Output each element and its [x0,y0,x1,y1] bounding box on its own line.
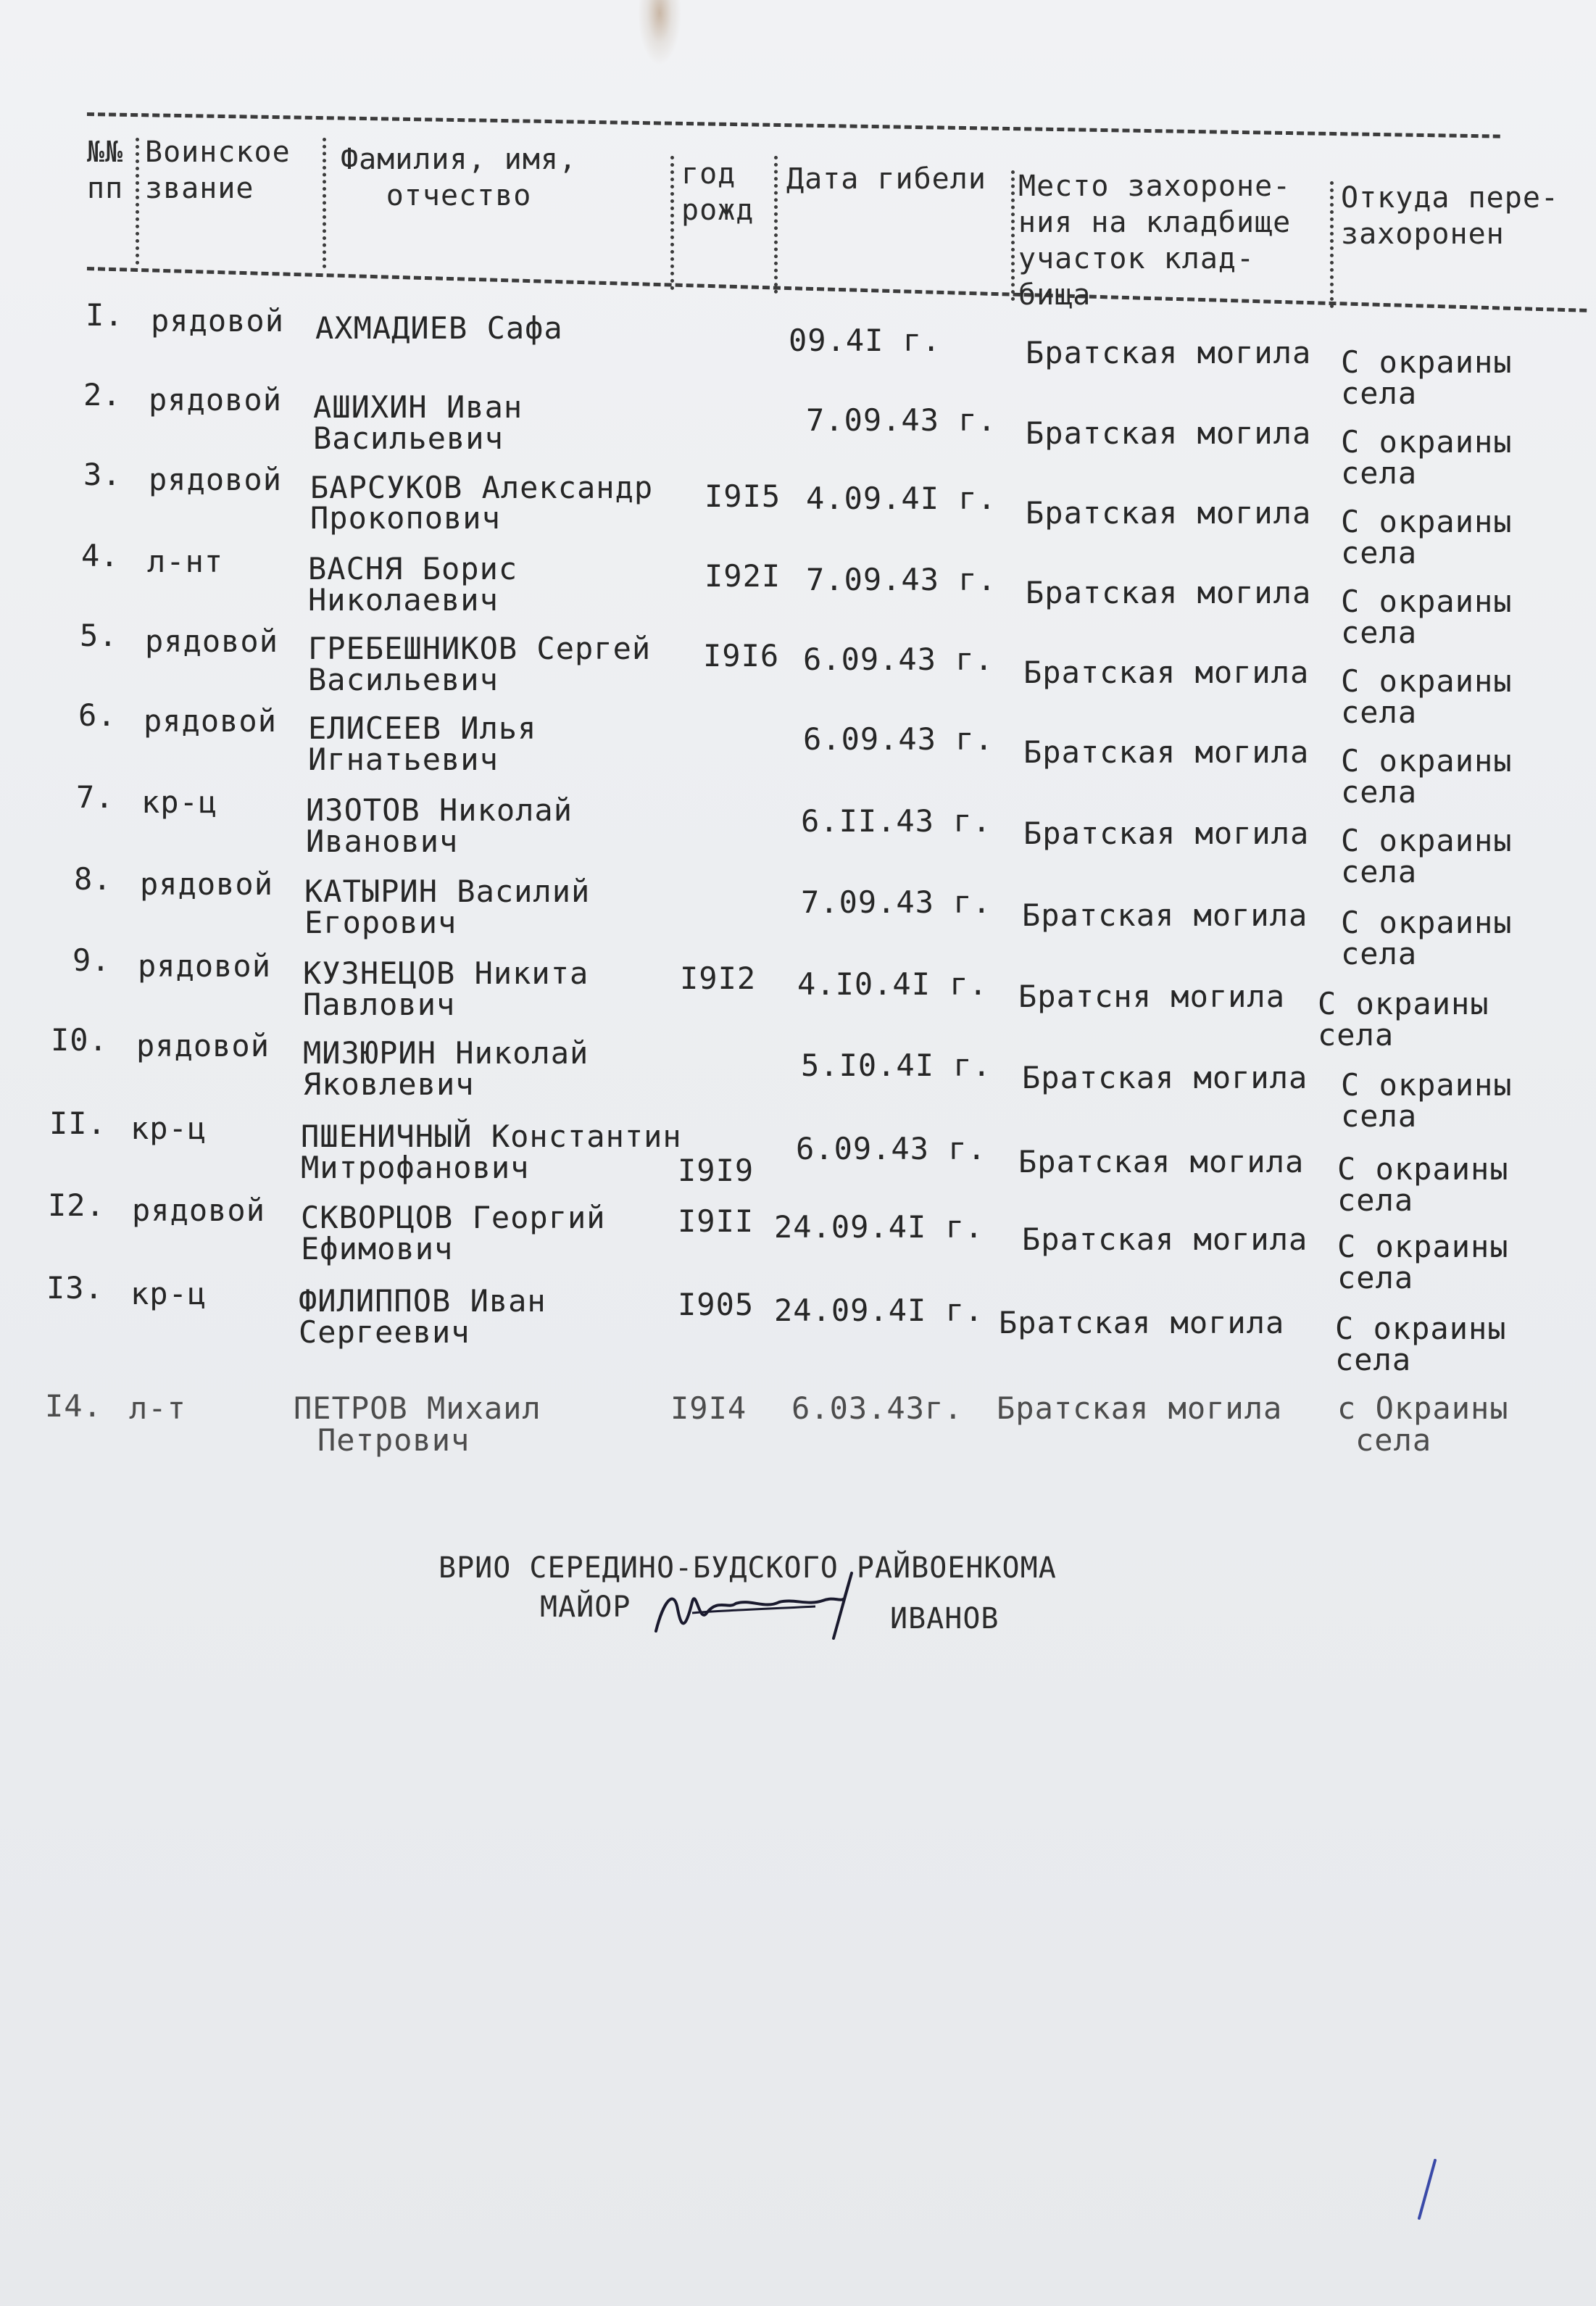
row-date: 7.09.43 г. [801,884,992,920]
row-patronymic: Егорович [304,905,457,940]
row-rank: рядовой [151,303,285,339]
row-patronymic: Игнатьевич [308,742,499,777]
header-divider [774,156,778,294]
row-date: 6.II.43 г. [801,803,992,839]
header-full-name: Фамилия, имя, отчество [341,143,578,212]
row-patronymic: Иванович [306,824,459,859]
row-date: 7.09.43 г. [806,562,997,597]
row-place: Братская могила [1018,1144,1305,1179]
row-number: II. [49,1106,107,1141]
paper-fold-stain [638,0,681,65]
row-from-line2: села [1341,615,1418,650]
header-divider [136,138,139,265]
header-divider [1330,181,1334,308]
row-name: СКВОРЦОВ Георгий [301,1200,606,1235]
row-place: Братская могила [1026,575,1312,610]
row-name: БАРСУКОВ Александр [310,470,654,505]
row-year: I92I [705,558,781,594]
header-top-rule [87,112,1500,138]
row-patronymic: Яковлевич [303,1066,475,1102]
row-from-line2: села [1341,535,1418,571]
row-place: Братская могила [1026,495,1312,531]
row-place: Братская могила [997,1390,1283,1426]
row-name: ПШЕНИЧНЫЙ Константин [301,1119,682,1154]
row-date: 6.09.43 г. [796,1131,986,1166]
row-patronymic: Павлович [303,987,456,1022]
row-from: С окраины [1337,1151,1509,1187]
row-date: 4.I0.4I г. [797,966,988,1002]
row-place: Братская могила [1022,1060,1308,1095]
row-year: I9I5 [705,478,781,514]
row-place: Братская могила [1023,734,1310,770]
row-rank: рядовой [145,623,279,659]
row-rank: рядовой [149,462,283,497]
row-name: ИЗОТОВ Николай [306,792,573,828]
row-from: С окраины [1341,663,1513,699]
row-rank: рядовой [149,382,283,418]
row-rank: л-т [129,1390,186,1426]
row-from-line2: села [1341,854,1418,889]
row-year: I9I9 [678,1153,755,1188]
signatory-title: ВРИО СЕРЕДИНО-БУДСКОГО РАЙВОЕНКОМА [439,1551,1057,1585]
row-place: Братсня могила [1018,979,1286,1014]
header-divider [670,156,674,290]
row-number: 8. [74,861,112,897]
row-from: С окраины [1341,1067,1513,1103]
row-rank: кр-ц [141,784,218,820]
signatory-rank: МАЙОР [540,1590,631,1624]
row-from: С окраины [1341,905,1513,940]
row-from-line2: села [1341,1098,1418,1134]
row-name: ЕЛИСЕЕВ Илья [308,710,537,746]
row-name: АХМАДИЕВ Сафа [315,310,563,346]
row-year: I9II [678,1203,755,1239]
row-rank: рядовой [132,1193,266,1228]
stray-pen-mark [1413,2153,1442,2226]
row-date: 7.09.43 г. [806,402,997,438]
header-bottom-rule [87,267,1587,312]
row-number: 3. [83,457,122,492]
row-from-line2: села [1337,1260,1414,1295]
row-place: Братская могила [1023,816,1310,851]
row-place: Братская могила [1026,415,1312,451]
row-place: Братская могила [999,1305,1285,1340]
row-from-line2: села [1341,455,1418,491]
row-from-line2: села [1355,1422,1432,1458]
row-name: ПЕТРОВ Михаил [294,1390,541,1426]
header-burial-place: Место захороне- ния на кладбище участок клад- бища [1018,170,1292,312]
row-rank: рядовой [144,703,278,739]
row-patronymic: Прокопович [310,500,501,536]
row-year: I9I6 [703,638,780,673]
row-from: С окраины [1337,1229,1509,1264]
row-year: I905 [678,1287,755,1322]
signatory-name: ИВАНОВ [890,1602,999,1635]
row-number: I4. [45,1388,102,1424]
row-patronymic: Николаевич [308,582,499,618]
row-date: 6.03.43г. [791,1390,963,1426]
row-number: 2. [83,377,122,412]
row-name: МИЗЮРИН Николай [303,1035,589,1071]
row-from-line2: села [1337,1182,1414,1218]
row-year: I9I2 [680,961,757,996]
handwritten-signature [649,1559,888,1653]
row-number: 5. [80,618,118,653]
row-from-line2: села [1335,1342,1412,1377]
row-number: I2. [48,1187,105,1223]
row-patronymic: Васильевич [313,420,504,456]
row-number: 9. [72,942,111,978]
row-number: 7. [76,779,115,815]
row-date: 6.09.43 г. [803,721,994,757]
row-rank: рядовой [140,866,274,902]
row-place: Братская могила [1022,1222,1308,1257]
row-rank: рядовой [136,1028,270,1063]
header-death-date: Дата гибели [786,162,986,196]
row-name: ФИЛИППОВ Иван [299,1283,546,1319]
row-from-line2: села [1341,936,1418,971]
row-number: I. [86,297,124,333]
row-name: КУЗНЕЦОВ Никита [303,955,589,991]
header-birth-year: год рожд [681,157,755,227]
row-number: I0. [51,1022,108,1058]
row-patronymic: Васильевич [308,662,499,697]
row-patronymic: Ефимович [301,1231,454,1266]
row-number: I3. [46,1270,104,1306]
row-from-line2: села [1318,1017,1395,1053]
row-place: Братская могила [1022,897,1308,933]
row-from-line2: села [1341,694,1418,730]
row-rank: кр-ц [130,1276,207,1311]
row-date: 4.09.4I г. [806,481,997,516]
header-number: №№ пп [87,136,124,205]
row-name: ВАСНЯ Борис [308,551,518,586]
row-year: I9I4 [670,1390,747,1426]
row-patronymic: Сергеевич [299,1314,470,1350]
row-rank: рядовой [138,948,272,984]
row-name: АШИХИН Иван [313,389,523,425]
row-from-line2: села [1341,774,1418,810]
row-from-line2: села [1341,376,1418,411]
row-date: 24.09.4I г. [774,1293,984,1328]
row-date: 09.4I г. [789,323,942,358]
row-patronymic: Петрович [317,1422,470,1458]
row-from: С окраины [1341,743,1513,779]
row-from: С окраины [1341,344,1513,380]
row-date: 6.09.43 г. [803,642,994,677]
row-name: КАТЫРИН Василий [304,874,591,909]
header-rank: Воинское звание [145,136,291,205]
row-rank: кр-ц [130,1111,207,1146]
row-date: 5.I0.4I г. [801,1048,992,1083]
row-date: 24.09.4I г. [774,1209,984,1245]
row-place: Братская могила [1026,335,1312,370]
row-number: 4. [81,538,120,573]
row-from: С окраины [1335,1311,1507,1346]
header-divider [323,138,326,268]
header-reburied-from: Откуда пере- захоронен [1341,181,1559,251]
row-from: С окраины [1341,584,1513,619]
row-from: с Окраины [1337,1390,1509,1426]
row-from: С окраины [1341,424,1513,460]
row-place: Братская могила [1023,655,1310,690]
row-name: ГРЕБЕШНИКОВ Сергей [308,631,652,666]
row-patronymic: Митрофанович [301,1150,530,1185]
header-divider [1011,170,1015,301]
row-from: С окраины [1341,823,1513,858]
row-rank: л-нт [147,544,224,579]
row-number: 6. [78,697,117,733]
row-from: С окраины [1318,986,1489,1021]
row-from: С окраины [1341,504,1513,539]
